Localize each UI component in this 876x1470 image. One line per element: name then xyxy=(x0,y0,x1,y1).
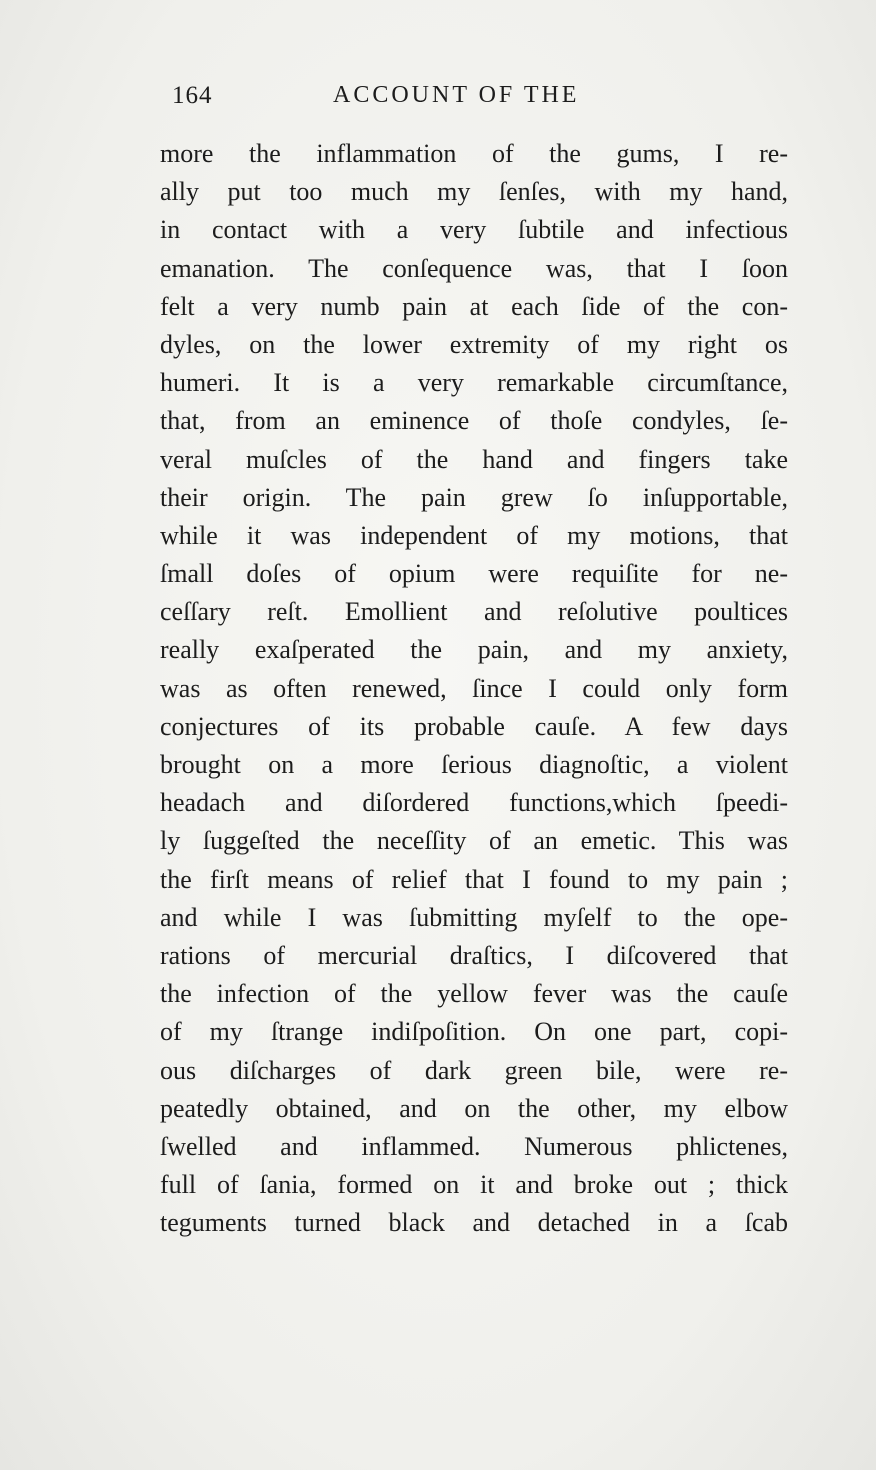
text-line: and while I was ſubmitting myſelf to the ope- xyxy=(160,902,788,932)
page-number: 164 xyxy=(172,82,213,109)
text-line: headach and diſordered functions,which ſpeedi- xyxy=(160,788,788,818)
text-line: brought on a more ſerious diagnoſtic, a violent xyxy=(160,750,788,779)
text-line: felt a very numb pain at each ſide of the con- xyxy=(160,291,788,321)
text-line: their origin. The pain grew ſo inſupportable, xyxy=(160,482,788,512)
text-line: the infection of the yellow fever was the cauſe xyxy=(160,979,788,1009)
text-line: ly ſuggeſted the neceſſity of an emetic. This was xyxy=(160,826,788,856)
text-line: in contact with a very ſubtile and infectious xyxy=(160,215,788,245)
text-line: humeri. It is a very remarkable circumſtance, xyxy=(160,368,788,398)
body-text xyxy=(160,135,788,1242)
text-line: veral muſcles of the hand and fingers take xyxy=(160,444,788,474)
text-line: ous diſcharges of dark green bile, were re- xyxy=(160,1055,788,1085)
text-line: while it was independent of my motions, that xyxy=(160,520,788,550)
text-line: was as often renewed, ſince I could only form xyxy=(160,673,788,703)
text-line: conjectures of its probable cauſe. A few days xyxy=(160,711,788,741)
text-line: ſwelled and inflammed. Numerous phlictenes, xyxy=(160,1131,788,1161)
text-line: peatedly obtained, and on the other, my elbow xyxy=(160,1093,788,1123)
text-line: ceſſary reſt. Emollient and reſolutive poultices xyxy=(160,597,788,627)
text-line: emanation. The conſequence was, that I ſoon xyxy=(160,253,788,283)
text-line: rations of mercurial draſtics, I diſcovered that xyxy=(160,940,788,970)
text-line: dyles, on the lower extremity of my right os xyxy=(160,329,788,359)
text-line: full of ſania, formed on it and broke out ; thick xyxy=(160,1170,788,1200)
text-line: ally put too much my ſenſes, with my hand, xyxy=(160,177,788,207)
text-line: of my ſtrange indiſpoſition. On one part, copi- xyxy=(160,1017,788,1047)
text-line: teguments turned black and detached in a ſcab xyxy=(160,1208,788,1238)
text-line: ſmall doſes of opium were requiſite for ne- xyxy=(160,559,788,589)
running-head xyxy=(0,82,876,112)
text-line: really exaſperated the pain, and my anxiety, xyxy=(160,635,788,665)
text-line: that, from an eminence of thoſe condyles, ſe- xyxy=(160,406,788,436)
running-title: ACCOUNT OF THE xyxy=(333,82,580,108)
text-line: more the inflammation of the gums, I re- xyxy=(160,139,788,168)
text-line: the firſt means of relief that I found to my pain ; xyxy=(160,864,788,894)
